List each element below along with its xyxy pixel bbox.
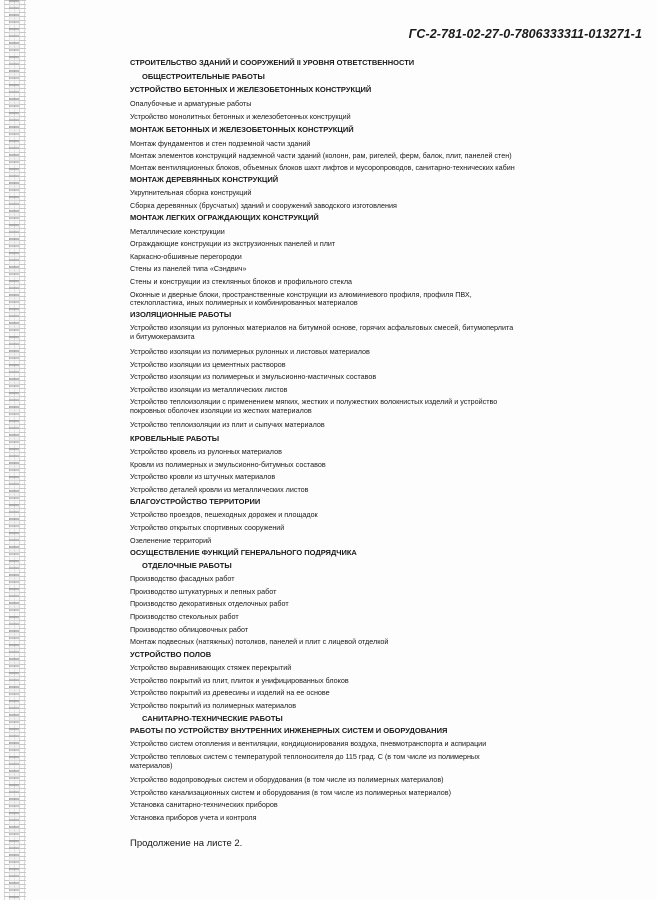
work-type-item: Устройство канализационных систем и оборудования (в том числе из полимерных материалов) (130, 788, 452, 797)
work-type-item: Металлические конструкции (130, 227, 225, 236)
section-heading: УСТРОЙСТВО ПОЛОВ (130, 650, 212, 659)
work-type-item: Производство стекольных работ (130, 612, 239, 621)
work-type-item: покровных оболочек изоляции из жестких материалов (130, 406, 312, 415)
section-heading: СТРОИТЕЛЬСТВО ЗДАНИЙ И СООРУЖЕНИЙ II УРОВНЯ ОТВЕТСТВЕННОСТИ (130, 58, 415, 67)
section-heading: МОНТАЖ ДЕРЕВЯННЫХ КОНСТРУКЦИЙ (130, 175, 279, 184)
work-type-item: Стены из панелей типа «Сэндвич» (130, 264, 247, 273)
work-type-item: Озеленение территорий (130, 536, 212, 545)
work-type-item: Устройство изоляции из рулонных материалов на битумной основе, горячих асфальтовых смесей, битумоперлита (130, 323, 514, 332)
work-type-item: Кровли из полимерных и эмульсионно-битумных составов (130, 460, 326, 469)
work-type-item: Опалубочные и арматурные работы (130, 99, 252, 108)
work-type-item: Устройство тепловых систем с температурой теплоносителя до 115 град. С (в том числе из полимерных (130, 752, 480, 761)
section-heading: САНИТАРНО-ТЕХНИЧЕСКИЕ РАБОТЫ (142, 714, 283, 723)
work-type-item: Производство штукатурных и лепных работ (130, 587, 277, 596)
work-type-item: Монтаж элементов конструкций надземной части зданий (колонн, рам, ригелей, ферм, балок, плит, панелей стен) (130, 151, 512, 160)
work-type-item: Производство облицовочных работ (130, 625, 249, 634)
work-type-item: Устройство кровли из штучных материалов (130, 472, 276, 481)
work-type-item: Устройство водопроводных систем и оборудования (в том числе из полимерных материалов) (130, 775, 444, 784)
decorative-border-pattern (9, 0, 19, 900)
work-type-item: Устройство изоляции из полимерных и эмульсионно-мастичных составов (130, 372, 377, 381)
work-type-item: Каркасно-обшивные перегородки (130, 252, 242, 261)
section-heading: РАБОТЫ ПО УСТРОЙСТВУ ВНУТРЕННИХ ИНЖЕНЕРНЫХ СИСТЕМ И ОБОРУДОВАНИЯ (130, 726, 448, 735)
section-heading: КРОВЕЛЬНЫЕ РАБОТЫ (130, 434, 220, 443)
work-type-item: Устройство покрытий из плит, плиток и унифицированных блоков (130, 676, 349, 685)
work-type-item: Устройство изоляции из цементных растворов (130, 360, 286, 369)
work-type-item: Укрупнительная сборка конструкций (130, 188, 252, 197)
work-type-item: Устройство покрытий из полимерных материалов (130, 701, 297, 710)
work-type-item: Монтаж вентиляционных блоков, объемных блоков шахт лифтов и мусоропроводов, санитарно-технических кабин (130, 163, 515, 172)
work-type-item: Устройство проездов, пешеходных дорожек и площадок (130, 510, 318, 519)
section-heading: ОСУЩЕСТВЛЕНИЕ ФУНКЦИЙ ГЕНЕРАЛЬНОГО ПОДРЯДЧИКА (130, 548, 357, 557)
section-heading: ОТДЕЛОЧНЫЕ РАБОТЫ (142, 561, 232, 570)
document-number: ГС-2-781-02-27-0-7806333311-013271-1 (408, 27, 642, 41)
continuation-note: Продолжение на листе 2. (130, 838, 243, 849)
section-heading: ОБЩЕСТРОИТЕЛЬНЫЕ РАБОТЫ (142, 72, 265, 81)
work-type-item: стеклопластика, иных полимерных и комбинированных материалов (130, 298, 358, 307)
work-type-item: и битумокерамзита (130, 332, 195, 341)
work-type-item: Устройство деталей кровли из металлических листов (130, 485, 309, 494)
work-type-item: Устройство выравнивающих стяжек перекрытий (130, 663, 292, 672)
section-heading: МОНТАЖ ЛЕГКИХ ОГРАЖДАЮЩИХ КОНСТРУКЦИЙ (130, 213, 319, 222)
work-type-item: Ограждающие конструкции из экструзионных панелей и плит (130, 239, 336, 248)
work-type-item: Устройство систем отопления и вентиляции, кондиционирования воздуха, пневмотранспорта и аспирации (130, 739, 487, 748)
work-type-item: Монтаж фундаментов и стен подземной части зданий (130, 139, 311, 148)
work-type-item: Оконные и дверные блоки, пространственные конструкции из алюминиевого профиля, профиля ПВХ, (130, 290, 472, 299)
work-type-item: Устройство изоляции из полимерных рулонных и листовых материалов (130, 347, 370, 356)
work-type-item: Установка санитарно-технических приборов (130, 800, 278, 809)
work-type-item: Устройство монолитных бетонных и железобетонных конструкций (130, 112, 351, 121)
work-type-item: Производство фасадных работ (130, 574, 235, 583)
work-type-item: Устройство изоляции из металлических листов (130, 385, 288, 394)
work-type-item: Устройство теплоизоляции с применением мягких, жестких и полужестких волокнистых изделий и устройство (130, 397, 498, 406)
work-type-item: материалов) (130, 761, 173, 770)
section-heading: ИЗОЛЯЦИОННЫЕ РАБОТЫ (130, 310, 232, 319)
section-heading: БЛАГОУСТРОЙСТВО ТЕРРИТОРИИ (130, 497, 261, 506)
work-type-item: Установка приборов учета и контроля (130, 813, 257, 822)
work-type-item: Устройство покрытий из древесины и изделий на ее основе (130, 688, 330, 697)
work-type-item: Сборка деревянных (брусчатых) зданий и сооружений заводского изготовления (130, 201, 397, 210)
work-type-item: Устройство открытых спортивных сооружений (130, 523, 285, 532)
work-type-item: Производство декоративных отделочных работ (130, 599, 289, 608)
work-type-item: Устройство кровель из рулонных материалов (130, 447, 282, 456)
work-type-item: Монтаж подвесных (натяжных) потолков, панелей и плит с лицевой отделкой (130, 637, 389, 646)
section-heading: УСТРОЙСТВО БЕТОННЫХ И ЖЕЛЕЗОБЕТОННЫХ КОНСТРУКЦИЙ (130, 85, 372, 94)
work-type-item: Стены и конструкции из стеклянных блоков и профильного стекла (130, 277, 353, 286)
work-type-item: Устройство теплоизоляции из плит и сыпучих материалов (130, 420, 325, 429)
section-heading: МОНТАЖ БЕТОННЫХ И ЖЕЛЕЗОБЕТОННЫХ КОНСТРУКЦИЙ (130, 125, 354, 134)
